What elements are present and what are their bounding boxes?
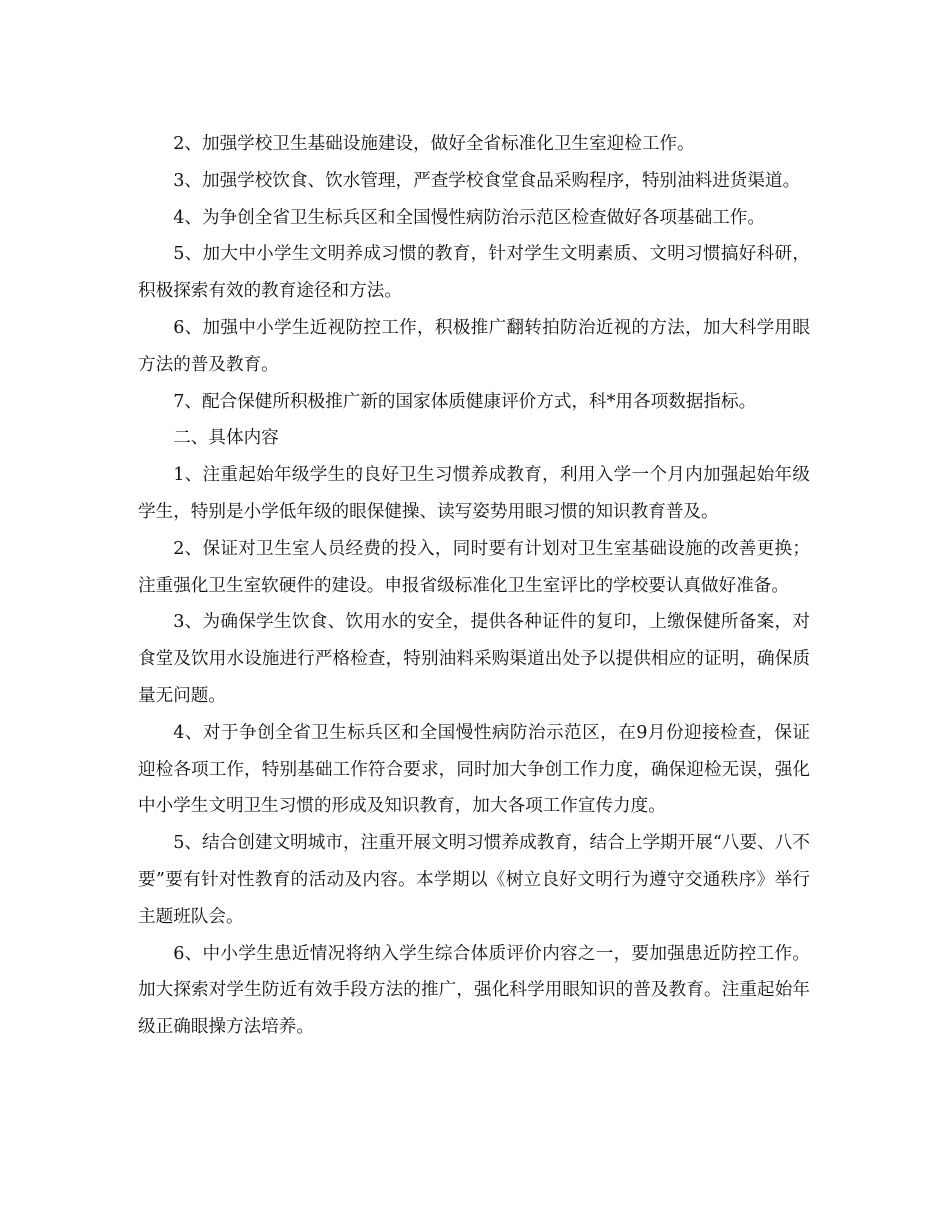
paragraph-content-3: 3、为确保学生饮食、饮用水的安全，提供各种证件的复印，上缴保健所备案，对食堂及饮用水设施进行严格检查，特别油料采购渠道出处予以提供相应的证明，确保质量无问题。: [138, 612, 810, 706]
paragraph-item-3-food-water: 3、加强学校饮食、饮水管理，严查学校食堂食品采购程序，特别油料进货渠道。: [173, 170, 801, 191]
paragraph-item-2-facilities: 2、加强学校卫生基础设施建设，做好全省标准化卫生室迎检工作。: [173, 134, 695, 154]
section-heading-specific-content: 二、具体内容: [173, 428, 279, 449]
paragraph-content-2: 2、保证对卫生室人员经费的投入，同时要有计划对卫生室基础设施的改善更换；注重强化卫生室软硬件的建设。申报省级标准化卫生室评比的学校要认真做好准备。: [138, 538, 810, 596]
document-body: [138, 126, 810, 1046]
paragraph-content-1: 1、注重起始年级学生的良好卫生习惯养成教育，利用入学一个月内加强起始年级学生，特别是小学低年级的眼保健操、读写姿势用眼习惯的知识教育普及。: [138, 465, 810, 522]
paragraph-item-6-myopia-prevention: 6、加强中小学生近视防控工作，积极推广翻转拍防治近视的方法，加大科学用眼方法的普及教育。: [138, 317, 810, 375]
paragraph-item-4-model-district: 4、为争创全省卫生标兵区和全国慢性病防治示范区检查做好各项基础工作。: [173, 207, 765, 228]
paragraph-content-6: 6、中小学生患近情况将纳入学生综合体质评价内容之一，要加强患近防控工作。加大探索对学生防近有效手段方法的推广，强化科学用眼知识的普及教育。注重起始年级正确眼操方法培养。: [138, 943, 810, 1038]
paragraph-item-7-health-evaluation: 7、配合保健所积极推广新的国家体质健康评价方式，科*用各项数据指标。: [173, 391, 757, 412]
paragraph-content-5: 5、结合创建文明城市，注重开展文明习惯养成教育，结合上学期开展“八要、八不要”要有针对性教育的活动及内容。本学期以《树立良好文明行为遵守交通秩序》举行主题班队会。: [138, 833, 810, 927]
paragraph-content-4: 4、对于争创全省卫生标兵区和全国慢性病防治示范区，在9月份迎接检查，保证迎检各项工作，特别基础工作符合要求，同时加大争创工作力度，确保迎检无误，强化中小学生文明卫生习惯的形成及知识教育，加大各项工作宣传力度。: [138, 722, 810, 817]
paragraph-item-5-civilized-habits: 5、加大中小学生文明养成习惯的教育，针对学生文明素质、文明习惯搞好科研，积极探索有效的教育途径和方法。: [138, 244, 810, 302]
